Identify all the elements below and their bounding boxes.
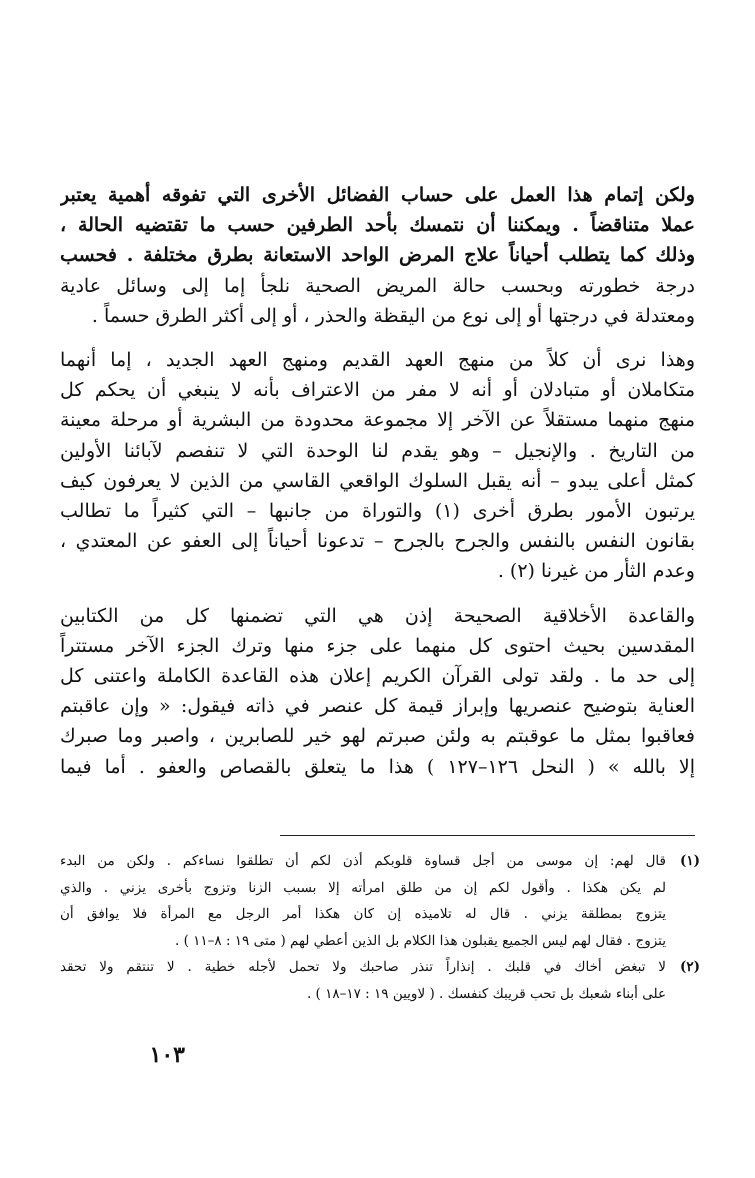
- paragraph-line: وذلك كما يتطلب أحياناً علاج المرض الواحد الاستعانة بطرق مختلفة . فحسب: [60, 244, 695, 267]
- paragraph-line: يرتبون الأمور بطرق أخرى (١) والتوراة من جانبها – التي كثيراً ما تطالب: [60, 500, 695, 523]
- paragraph-line: كمثل أعلى يبدو – أنه يقبل السلوك الواقعي القاسي من الذين لا يعرفون كيف: [60, 469, 695, 492]
- paragraph-line: بقانون النفس بالنفس والجرح بالجرح – تدعونا أحياناً إلى العفو عن المعتدي ،: [60, 530, 695, 553]
- footnote-divider: [280, 835, 695, 836]
- page-number: ١٠٣: [149, 1042, 185, 1068]
- footnote-number: (٢): [679, 959, 700, 975]
- footnote-2: [60, 954, 700, 1007]
- footnote-line: يتزوج بمطلقة يزني . قال له تلاميذه إن كان هكذا أمر الرجل مع المرأة فلا يوافق أن: [60, 906, 666, 922]
- paragraph-2: [60, 345, 695, 587]
- footnote-line: قال لهم: إن موسى من أجل قساوة قلوبكم أذن لكم أن تطلقوا نساءكم . ولكن من البدء: [60, 853, 666, 869]
- footnote-line: لا تبغض أخاك في قلبك . إنذاراً تنذر صاحبك ولا تحمل لأجله خطية . لا تنتقم ولا تحقد: [60, 959, 666, 975]
- paragraph-line: والقاعدة الأخلاقية الصحيحة إذن هي التي تضمنها كل من الكتابين: [60, 604, 695, 627]
- footnote-number: (١): [679, 853, 700, 869]
- paragraph-line: منهج منهما مستقلاً عن الآخر إلا مجموعة محدودة من البشرية أو مرحلة معينة: [60, 409, 695, 432]
- footnote-line: على أبناء شعبك بل تحب قريبك كنفسك . ( لاويين ١٩ : ١٧–١٨ ) .: [306, 985, 666, 1002]
- paragraph-line: ولكن إتمام هذا العمل على حساب الفضائل الأخرى التي تفوقه أهمية يعتبر: [60, 184, 695, 206]
- paragraph-3: [60, 601, 695, 782]
- paragraph-line: عملا متناقضاً . ويمكننا أن نتمسك بأحد الطرفين حسب ما تقتضيه الحالة ،: [60, 214, 695, 237]
- footnote-text: [60, 848, 666, 954]
- footnote-line: لم يكن هكذا . وأقول لكم إن من طلق امرأته إلا بسبب الزنا وتزوج بأخرى يزني . والذي: [60, 879, 666, 896]
- paragraph-line: فعاقبوا بمثل ما عوقبتم به ولئن صبرتم لهو خير للصابرين ، واصبر وما صبرك: [60, 725, 695, 748]
- paragraph-line: متكاملان أو متبادلان أو أنه لا مفر من الاعتراف بأنه لا ينبغي أن يحكم كل: [60, 379, 695, 402]
- paragraph-line: العناية بتوضيح عنصريها وإبراز قيمة كل عنصر في ذاته فيقول: « وإن عاقبتم: [60, 695, 695, 718]
- paragraph-line: المقدسين بحيث احتوى كل منهما على جزء منها وترك الجزء الآخر مستتراً: [60, 634, 695, 657]
- paragraph-line: درجة خطورته وبحسب حالة المريض الصحية نلجأ إما إلى وسائل عادية: [60, 274, 695, 297]
- paragraph-line: من التاريخ . والإنجيل – وهو يقدم لنا الوحدة التي لا تنفصم لآبائنا الأولين: [60, 439, 695, 462]
- footnote-text: [60, 954, 666, 1007]
- footnotes: [60, 848, 700, 1007]
- paragraph-line: ومعتدلة في درجتها أو إلى نوع من اليقظة والحذر ، أو إلى أكثر الطرق حسماً .: [91, 304, 695, 327]
- page-body: [60, 180, 695, 782]
- paragraph-line: وعدم الثأر من غيرنا (٢) .: [497, 560, 695, 583]
- footnote-1: [60, 848, 700, 954]
- footnote-line: يتزوج . فقال لهم ليس الجميع يقبلون هذا الكلام بل الذين أعطي لهم ( متى ١٩ : ٨–١١ ) .: [174, 932, 666, 949]
- paragraph-1: [60, 180, 695, 331]
- paragraph-line: وهذا نرى أن كلاً من منهج العهد القديم ومنهج العهد الجديد ، إما أنهما: [60, 349, 695, 372]
- paragraph-line: إلا بالله » ( النحل ١٢٦–١٢٧ ) هذا ما يتعلق بالقصاص والعفو . أما فيما: [60, 755, 695, 778]
- paragraph-line: إلى حد ما . ولقد تولى القرآن الكريم إعلان هذه القاعدة الكاملة واعتنى كل: [60, 665, 695, 688]
